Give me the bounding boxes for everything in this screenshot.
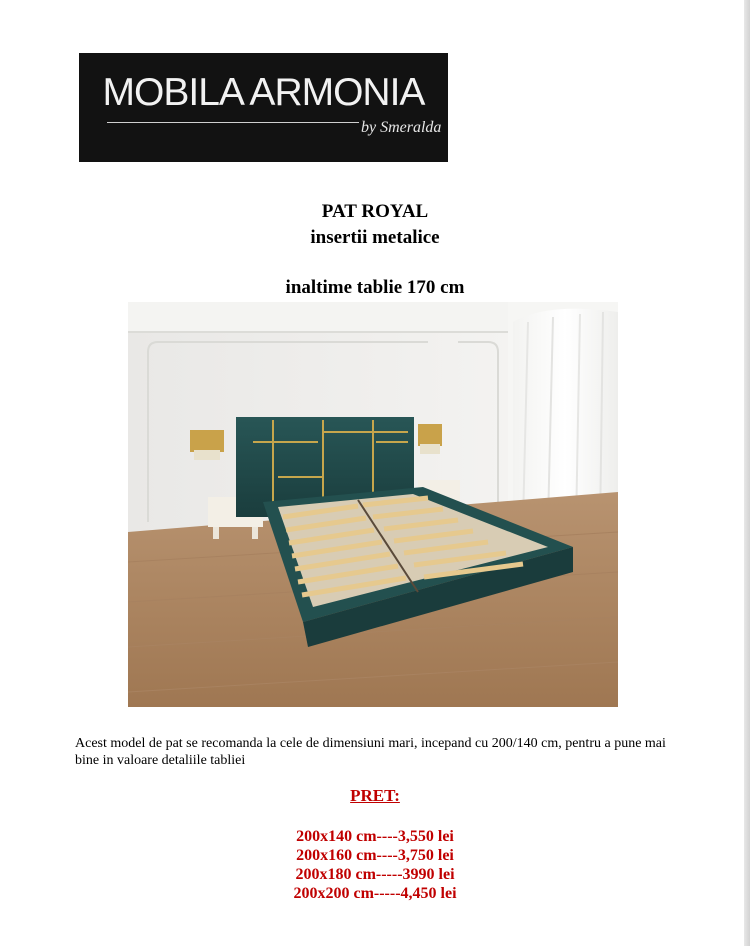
logo-tagline: by Smeralda xyxy=(361,119,442,136)
price-list xyxy=(0,827,750,903)
logo-brand-name: MOBILA ARMONIA xyxy=(102,71,425,114)
brand-logo xyxy=(79,53,448,162)
product-title: PAT ROYAL xyxy=(321,201,429,222)
price-item: 200x140 cm----3,550 lei xyxy=(296,828,454,845)
bed-photo xyxy=(128,302,618,707)
product-description: Acest model de pat se recomanda la cele de dimensiuni mari, incepand cu 200/140 cm, pentru a pune mai bine in valoare detaliile tabliei xyxy=(75,736,666,768)
price-item: 200x180 cm-----3990 lei xyxy=(295,866,455,883)
headboard-height-note: inaltime tablie 170 cm xyxy=(285,277,465,298)
product-subtitle: insertii metalice xyxy=(310,227,440,248)
price-item: 200x160 cm----3,750 lei xyxy=(296,847,454,864)
price-item: 200x200 cm-----4,450 lei xyxy=(293,885,457,902)
price-heading: PRET: xyxy=(350,786,400,805)
